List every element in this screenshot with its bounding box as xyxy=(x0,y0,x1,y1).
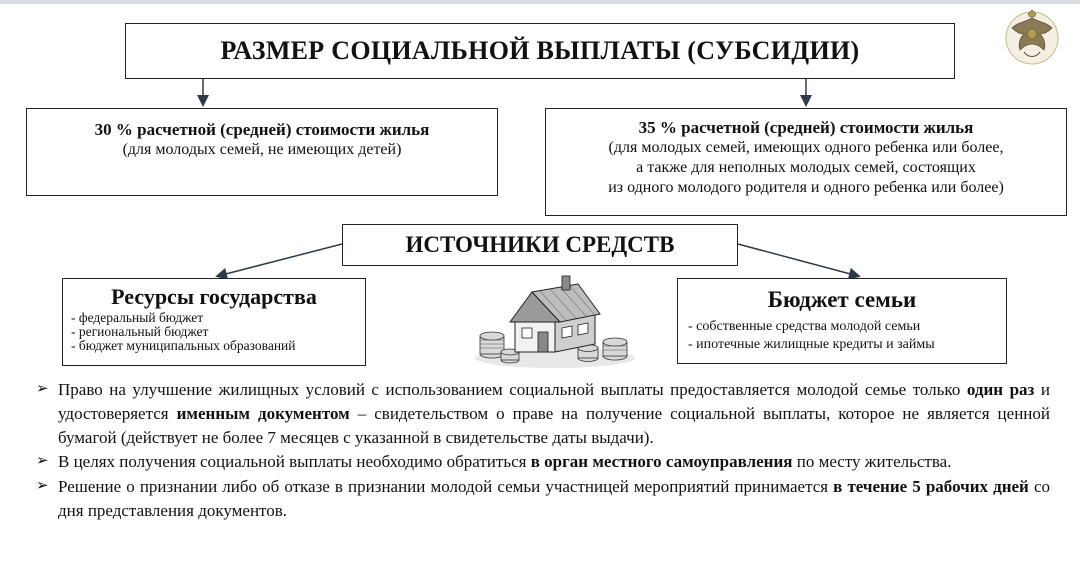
arrow-bullet-icon: ➢ xyxy=(36,451,49,470)
arrow-bullet-icon: ➢ xyxy=(36,379,49,397)
note-text: – свидетельством о праве на получение социальной выплаты, которое не является ценной бумагой (действует не более 7 месяцев с указанной в свидетельстве даты выдачи). xyxy=(58,403,1050,447)
subsidy-35-line: а также для неполных молодых семей, состоящих xyxy=(636,159,976,177)
state-resources-item: - региональный бюджет xyxy=(71,324,209,340)
eagle-emblem-icon xyxy=(1000,4,1064,68)
subsidy-30-box xyxy=(26,108,498,196)
subsidy-35-heading: 35 % расчетной (средней) стоимости жилья xyxy=(638,118,974,137)
note-text: со дня представления документов. xyxy=(58,477,1050,520)
state-resources-heading: Ресурсы государства xyxy=(111,284,317,309)
note-text: Право на улучшение жилищных условий с использованием социальной выплаты предоставляется молодой семье только xyxy=(58,380,967,399)
subsidy-35-line: (для молодых семей, имеющих одного ребенка или более, xyxy=(608,139,1004,157)
note-text: В целях получения социальной выплаты необходимо обратиться xyxy=(58,452,531,472)
note-item xyxy=(36,450,1050,474)
note-item xyxy=(36,378,1050,449)
arrow-sources-to-state xyxy=(218,244,342,276)
sources-box xyxy=(342,224,738,266)
state-resources-item: - бюджет муниципальных образований xyxy=(71,338,296,354)
title-box xyxy=(125,23,955,79)
page-title: РАЗМЕР СОЦИАЛЬНОЙ ВЫПЛАТЫ (СУБСИДИИ) xyxy=(220,35,860,65)
family-budget-item: - ипотечные жилищные кредиты и займы xyxy=(688,337,935,353)
family-budget-box xyxy=(677,278,1007,364)
family-budget-item: - собственные средства молодой семьи xyxy=(688,319,921,335)
note-text-bold: один раз xyxy=(966,380,1035,399)
note-text-bold: в течение 5 рабочих дней xyxy=(833,477,1029,497)
note-text: Решение о признании либо об отказе в признании молодой семьи участницей мероприятий принимается xyxy=(58,477,834,497)
state-resources-box xyxy=(62,278,366,366)
house-with-coins-icon xyxy=(470,270,640,370)
notes-list xyxy=(36,378,1050,524)
note-text: и удостоверяется xyxy=(58,380,1050,423)
arrow-sources-to-family xyxy=(738,244,858,276)
note-text: по месту жительства. xyxy=(792,452,952,472)
family-budget-heading: Бюджет семьи xyxy=(767,287,917,312)
note-text-bold: в орган местного самоуправления xyxy=(530,452,793,472)
top-bar xyxy=(0,0,1080,4)
subsidy-35-box xyxy=(545,108,1067,216)
note-text-bold: именным документом xyxy=(176,403,350,423)
arrow-bullet-icon: ➢ xyxy=(36,476,49,495)
subsidy-30-line: (для молодых семей, не имеющих детей) xyxy=(122,141,402,159)
subsidy-30-heading: 30 % расчетной (средней) стоимости жилья xyxy=(94,120,430,139)
sources-title: ИСТОЧНИКИ СРЕДСТВ xyxy=(405,231,675,257)
note-item xyxy=(36,475,1050,523)
subsidy-35-line: из одного молодого родителя и одного ребенка или более) xyxy=(608,179,1004,197)
state-resources-item: - федеральный бюджет xyxy=(71,310,204,326)
